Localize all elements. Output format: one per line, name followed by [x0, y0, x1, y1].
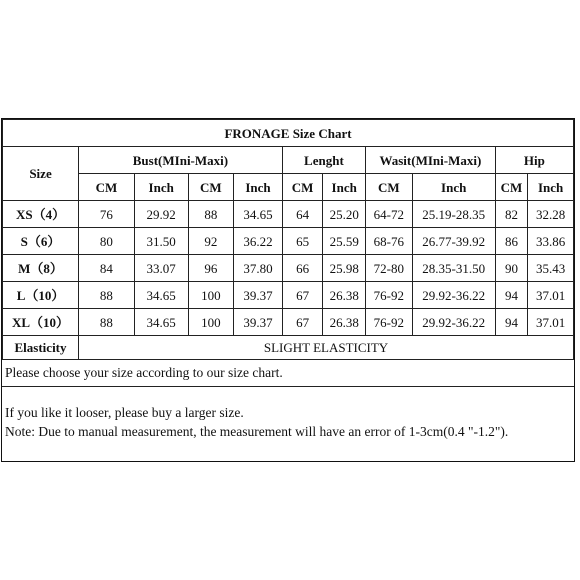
table-cell: 67: [282, 282, 323, 309]
table-cell: 34.65: [134, 309, 188, 336]
table-cell: 72-80: [365, 255, 412, 282]
size-label: S（6）: [3, 228, 79, 255]
table-cell: 34.65: [234, 201, 283, 228]
looser-note: If you like it looser, please buy a larger size.: [5, 405, 244, 420]
table-cell: 92: [188, 228, 234, 255]
unit-header: Inch: [234, 174, 283, 201]
table-row: [3, 255, 574, 282]
unit-header: CM: [282, 174, 323, 201]
table-cell: 65: [282, 228, 323, 255]
table-cell: 29.92-36.22: [412, 309, 495, 336]
unit-header: CM: [188, 174, 234, 201]
table-cell: 34.65: [134, 282, 188, 309]
notes-block: [2, 387, 574, 441]
table-cell: 100: [188, 309, 234, 336]
table-cell: 86: [495, 228, 527, 255]
hip-header: Hip: [495, 147, 573, 174]
size-label: XS（4）: [3, 201, 79, 228]
table-cell: 37.01: [528, 282, 574, 309]
unit-header: CM: [79, 174, 135, 201]
table-cell: 88: [79, 309, 135, 336]
table-cell: 76: [79, 201, 135, 228]
table-cell: 26.77-39.92: [412, 228, 495, 255]
elasticity-value: SLIGHT ELASTICITY: [79, 336, 574, 360]
table-cell: 66: [282, 255, 323, 282]
table-cell: 76-92: [365, 282, 412, 309]
table-cell: 39.37: [234, 309, 283, 336]
table-cell: 25.20: [323, 201, 366, 228]
bust-header: Bust(MIni-Maxi): [79, 147, 283, 174]
table-cell: 67: [282, 309, 323, 336]
size-chart: [1, 118, 575, 462]
table-cell: 68-76: [365, 228, 412, 255]
unit-header: CM: [495, 174, 527, 201]
table-cell: 25.59: [323, 228, 366, 255]
size-header: Size: [3, 147, 79, 201]
table-cell: 36.22: [234, 228, 283, 255]
unit-header: Inch: [412, 174, 495, 201]
size-label: L（10）: [3, 282, 79, 309]
table-cell: 29.92: [134, 201, 188, 228]
table-cell: 64-72: [365, 201, 412, 228]
table-cell: 26.38: [323, 282, 366, 309]
table-cell: 35.43: [528, 255, 574, 282]
length-header: Lenght: [282, 147, 365, 174]
table-row: [3, 228, 574, 255]
size-table: [2, 119, 574, 360]
unit-header: Inch: [134, 174, 188, 201]
table-cell: 100: [188, 282, 234, 309]
table-row: [3, 201, 574, 228]
unit-header: CM: [365, 174, 412, 201]
table-cell: 32.28: [528, 201, 574, 228]
table-cell: 76-92: [365, 309, 412, 336]
table-cell: 25.19-28.35: [412, 201, 495, 228]
table-cell: 94: [495, 282, 527, 309]
table-cell: 88: [188, 201, 234, 228]
elasticity-label: Elasticity: [3, 336, 79, 360]
size-label: M（8）: [3, 255, 79, 282]
table-row: [3, 282, 574, 309]
table-cell: 31.50: [134, 228, 188, 255]
table-cell: 26.38: [323, 309, 366, 336]
table-cell: 82: [495, 201, 527, 228]
table-cell: 25.98: [323, 255, 366, 282]
table-cell: 80: [79, 228, 135, 255]
table-cell: 33.86: [528, 228, 574, 255]
table-cell: 28.35-31.50: [412, 255, 495, 282]
measurement-error-note: Note: Due to manual measurement, the measurement will have an error of 1-3cm(0.4 "-1.2").: [5, 424, 509, 439]
size-label: XL（10）: [3, 309, 79, 336]
table-cell: 84: [79, 255, 135, 282]
table-cell: 64: [282, 201, 323, 228]
chart-title: FRONAGE Size Chart: [3, 120, 574, 147]
table-cell: 90: [495, 255, 527, 282]
table-cell: 29.92-36.22: [412, 282, 495, 309]
waist-header: Wasit(MIni-Maxi): [365, 147, 495, 174]
table-row: [3, 309, 574, 336]
table-cell: 37.80: [234, 255, 283, 282]
unit-header: Inch: [323, 174, 366, 201]
table-cell: 37.01: [528, 309, 574, 336]
table-cell: 39.37: [234, 282, 283, 309]
table-cell: 33.07: [134, 255, 188, 282]
size-advice-note: Please choose your size according to our size chart.: [2, 360, 574, 387]
table-cell: 88: [79, 282, 135, 309]
table-cell: 94: [495, 309, 527, 336]
table-cell: 96: [188, 255, 234, 282]
unit-header: Inch: [528, 174, 574, 201]
